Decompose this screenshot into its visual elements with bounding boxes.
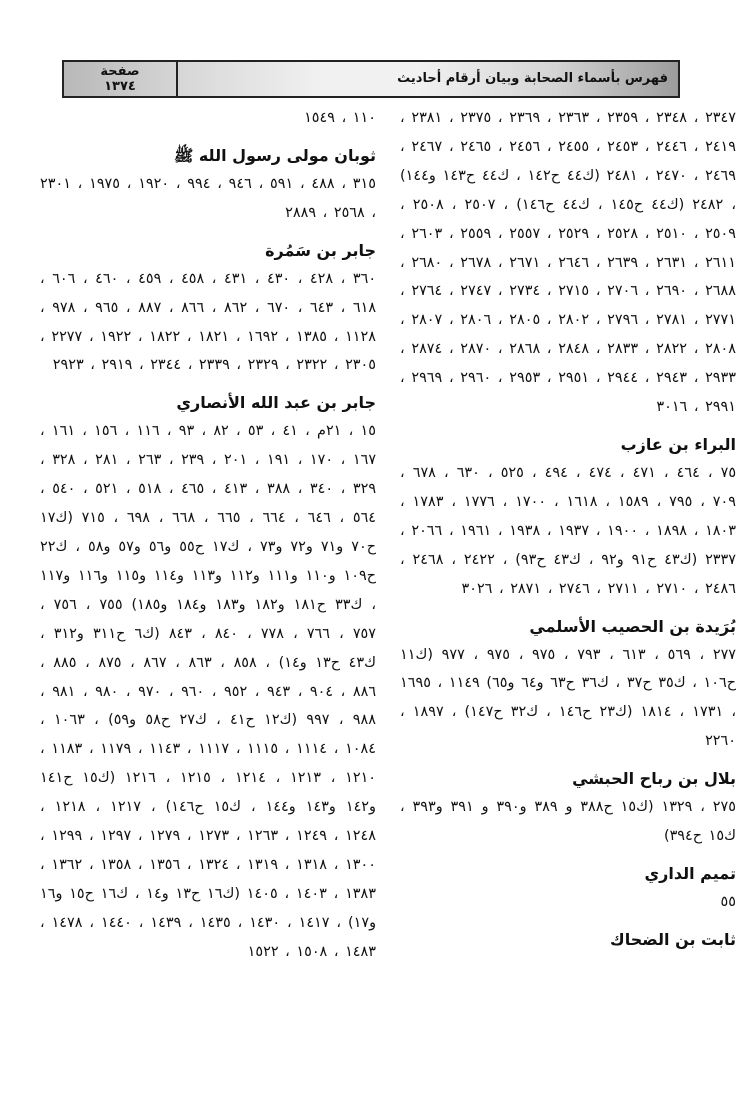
continuation-refs: ٢٣٤٧ ، ٢٣٤٨ ، ٢٣٥٩ ، ٢٣٦٣ ، ٢٣٦٩ ، ٢٣٧٥ ، ٢٣٨١ ، ٢٤١٩ ، ٢٤٤٦ ، ٢٤٥٣ ، ٢٤٥٥ ، ٢٤٥٦ ، ٢٤٦٥ ، ٢٤٦٧ ، ٢٤٦٩ ، ٢٤٧٠ ، ٢٤٨١ (ك٤٤ ح١٤٢ ، ك٤٤ ح١٤٣ و١٤٤) ، ٢٤٨٢ (ك٤٤ ح١٤٥ ، ك٤٤ ح١٤٦) ، ٢٥٠٧ ، ٢٥٠٨ ، ٢٥٠٩ ، ٢٥١٠ ، ٢٥٢٨ ، ٢٥٢٩ ، ٢٥٥٧ ، ٢٥٥٩ ، ٢٦٠٣ ، ٢٦١١ ، ٢٦٣١ ، ٢٦٣٩ ، ٢٦٤٦ ، ٢٦٧١ ، ٢٦٧٨ ، ٢٦٨٠ ، ٢٦٨٨ ، ٢٦٩٠ ، ٢٧٠٦ ، ٢٧١٥ ، ٢٧٣٤ ، ٢٧٤٧ ، ٢٧٦٤ ، ٢٧٧١ ، ٢٧٨١ ، ٢٧٩٦ ، ٢٨٠٢ ، ٢٨٠٥ ، ٢٨٠٦ ، ٢٨٠٧ ، ٢٨٠٨ ، ٢٨٢٢ ، ٢٨٣٣ ، ٢٨٤٨ ، ٢٨٦٨ ، ٢٨٧٠ ، ٢٨٧٤ ، ٢٩٣٣ ، ٢٩٤٣ ، ٢٩٤٤ ، ٢٩٥١ ، ٢٩٥٣ ، ٢٩٦٠ ، ٢٩٦٩ ، ٢٩٩١ ، ٣٠١٦: [400, 110, 737, 416]
hadith-refs: ٢٧٧ ، ٥٦٩ ، ٦١٣ ، ٧٩٣ ، ٩٧٥ ، ٩٧٥ ، ٩٧٧ (ك١١ ح١٠٦ ، ك٣٥ ح٣٧ ، ك٣٦ ح٦٣ و٦٤ و٦٥) ١١٤٩ ، ١٦٩٥ ، ١٧٣١ ، ١٨١٤ (ك٢٣ ح١٤٦ ، ك٣٢ ح١٤٧) ، ١٨٩٧ ، ٢٢٦٠: [400, 646, 737, 750]
page-number-box: [64, 62, 178, 96]
hadith-refs: ٣١٥ ، ٤٨٨ ، ٥٩١ ، ٩٤٦ ، ٩٩٤ ، ١٩٢٠ ، ١٩٧٥ ، ٢٣٠١ ، ٢٥٦٨ ، ٢٨٨٩: [40, 175, 376, 221]
continuation-refs: ١١٠ ، ١٥٤٩: [304, 110, 376, 126]
page-title: فهرس بأسماء الصحابة وبيان أرقام أحاديث: [397, 71, 668, 86]
hadith-refs: ٥٥: [720, 893, 736, 910]
right-column: [400, 104, 736, 954]
page-header: [62, 60, 680, 98]
hadith-refs: ٢٧٥ ، ١٣٢٩ (ك١٥ ح٣٨٨ و ٣٨٩ و٣٩٠ و ٣٩١ و٣٩٣ ، ك١٥ ح٣٩٤): [400, 799, 736, 845]
companion-name: جابر بن سَمُرة: [265, 240, 376, 260]
companion-name: تميم الداري: [644, 863, 736, 883]
companion-name: جابر بن عبد الله الأنصاري: [176, 393, 376, 413]
companion-name: بلال بن رباح الحبشي: [572, 769, 736, 789]
hadith-refs: ١٥ ، ٢١م ، ٤١ ، ٥٣ ، ٨٢ ، ٩٣ ، ١١٦ ، ١٥٦ ، ١٦١ ، ١٦٧ ، ١٧٠ ، ١٩١ ، ٢٠١ ، ٢٣٩ ، ٢٦٣ ، ٢٨١ ، ٣٢٨ ، ٣٢٩ ، ٣٤٠ ، ٣٨٨ ، ٤١٣ ، ٤٦٥ ، ٥١٨ ، ٥٢١ ، ٥٤٠ ، ٥٦٤ ، ٦٤٦ ، ٦٦٤ ، ٦٦٥ ، ٦٦٨ ، ٦٩٨ ، ٧١٥ (ك١٧ ح٧٠ و٧١ و٧٢ و٧٣ ، ك١٧ ح٥٥ و٥٦ و٥٧ و٥٨ ، ك٢٢ ح١٠٩ و١١٠ و١١١ و١١٢ و١١٣ و١١٤ و١١٥ و١١٦ و١١٧ ، ك٣٣ ح١٨١ و١٨٢ و١٨٣ و١٨٤ و١٨٥) ٧٥٥ ، ٧٥٦ ، ٧٥٧ ، ٧٦٦ ، ٧٧٨ ، ٨٤٠ ، ٨٤٣ (ك٦ ح٣١١ و٣١٢ ، ك٤٣ ح١٣ و١٤) ، ٨٥٨ ، ٨٦٣ ، ٨٦٧ ، ٨٧٥ ، ٨٨٥ ، ٨٨٦ ، ٩٠٤ ، ٩٤٣ ، ٩٥٢ ، ٩٦٠ ، ٩٧٠ ، ٩٨٠ ، ٩٨١ ، ٩٨٨ ، ٩٩٧ (ك١٢ ح٤١ ، ك٢٧ ح٥٨ و٥٩) ، ١٠٦٣ ، ١٠٨٤ ، ١١١٤ ، ١١١٥ ، ١١١٧ ، ١١٤٣ ، ١١٧٩ ، ١١٨٣ ، ١٢١٠ ، ١٢١٣ ، ١٢١٤ ، ١٢١٥ ، ١٢١٦ (ك١٥ ح١٤١ و١٤٢ و١٤٣ و١٤٤ ، ك١٥ ح١٤٦) ، ١٢١٧ ، ١٢١٨ ، ١٢٤٨ ، ١٢٤٩ ، ١٢٦٣ ، ١٢٧٣ ، ١٢٧٩ ، ١٢٩٧ ، ١٢٩٩ ، ١٣٠٠ ، ١٣١٨ ، ١٣١٩ ، ١٣٢٤ ، ١٣٥٦ ، ١٣٥٨ ، ١٣٦٢ ، ١٣٨٣ ، ١٤٠٣ ، ١٤٠٥ (ك١٦ ح١٣ و١٤ ، ك١٦ ح١٥ و١٦ و١٧) ، ١٤١٧ ، ١٤٣٠ ، ١٤٣٥ ، ١٤٣٩ ، ١٤٤٠ ، ١٤٧٨ ، ١٤٨٣ ، ١٥٠٨ ، ١٥٢٢: [40, 423, 377, 960]
companion-name: بُرَيدة بن الحصيب الأسلمي: [529, 616, 736, 636]
hadith-refs: ٧٥ ، ٤٦٤ ، ٤٧١ ، ٤٧٤ ، ٤٩٤ ، ٥٢٥ ، ٦٣٠ ، ٦٧٨ ، ٧٠٩ ، ٧٩٥ ، ١٥٨٩ ، ١٦١٨ ، ١٧٠٠ ، ١٧٧٦ ، ١٧٨٣ ، ١٨٠٣ ، ١٨٩٨ ، ١٩٠٠ ، ١٩٣٧ ، ١٩٣٨ ، ١٩٦١ ، ٢٠٦٦ ، ٢٣٣٧ (ك٤٣ ح٩١ و٩٢ ، ك٤٣ ح٩٣) ، ٢٤٢٢ ، ٢٤٦٨ ، ٢٤٨٦ ، ٢٧١٠ ، ٢٧١١ ، ٢٧٤٦ ، ٢٨٧١ ، ٣٠٢٦: [400, 464, 737, 597]
companion-name: ثابت بن الضحاك: [610, 929, 736, 949]
companion-name: البراء بن عازب: [620, 434, 736, 454]
left-column: [40, 104, 376, 967]
page-label: صفحة: [100, 64, 140, 79]
page-number: ١٣٧٤: [104, 79, 136, 94]
companion-name: ثوبان مولى رسول الله ﷺ: [173, 145, 376, 165]
hadith-refs: ٣٦٠ ، ٤٢٨ ، ٤٣٠ ، ٤٣١ ، ٤٥٨ ، ٤٥٩ ، ٤٦٠ ، ٦٠٦ ، ٦١٨ ، ٦٤٣ ، ٦٧٠ ، ٨٦٢ ، ٨٦٦ ، ٨٨٧ ، ٩٦٥ ، ٩٧٨ ، ١١٢٨ ، ١٣٨٥ ، ١٦٩٢ ، ١٨٢١ ، ١٨٢٢ ، ١٩٢٢ ، ٢٢٧٧ ، ٢٣٠٥ ، ٢٣٢٢ ، ٢٣٢٩ ، ٢٣٣٩ ، ٢٣٤٤ ، ٢٩١٩ ، ٢٩٢٣: [40, 270, 377, 374]
